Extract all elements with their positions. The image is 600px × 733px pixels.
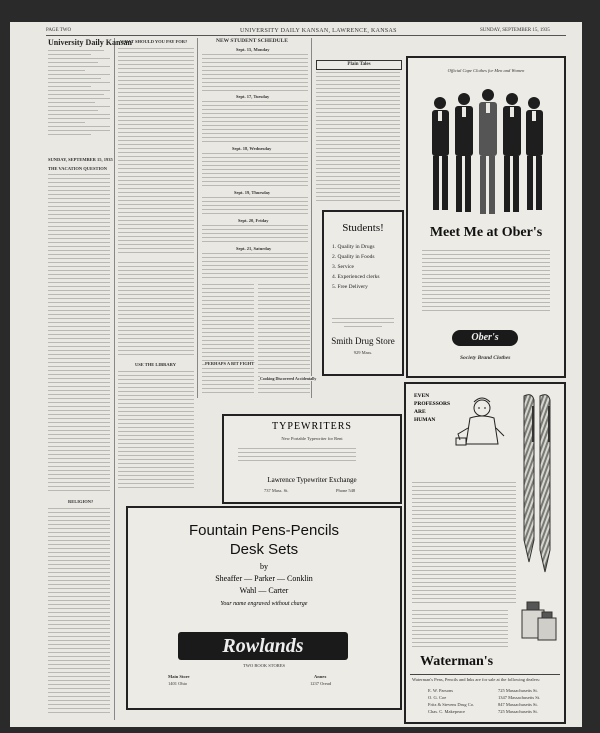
schedule-text bbox=[202, 225, 308, 245]
typewriters-phone: Phone 548 bbox=[336, 488, 356, 493]
rowlands-sub: TWO BOOK STORES bbox=[243, 663, 285, 668]
schedule-day: Sept. 15, Monday bbox=[236, 47, 270, 52]
schedule-text bbox=[202, 101, 308, 145]
obers-ad bbox=[406, 56, 566, 378]
schedule-text bbox=[202, 197, 308, 217]
editorial-headline: THE VACATION QUESTION bbox=[48, 166, 108, 171]
typewriters-sub: New Portable Typewriter for Rent bbox=[281, 436, 343, 441]
schedule-text bbox=[202, 153, 308, 189]
dealer-address: 847 Massachusetts St. bbox=[498, 702, 538, 707]
rowlands-tagline: Your name engraved without charge bbox=[220, 601, 308, 607]
schedule-text bbox=[202, 54, 308, 94]
waterman-copy bbox=[412, 482, 516, 606]
column-rule bbox=[197, 38, 198, 398]
typewriters-ad bbox=[222, 414, 402, 504]
obers-tagline: Official Cape Clothes for Men and Women bbox=[447, 68, 525, 73]
smith-item: 2. Quality in Foods bbox=[332, 254, 375, 260]
newspaper-page bbox=[10, 22, 582, 727]
obers-copy bbox=[422, 250, 550, 320]
schedule-title: NEW STUDENT SCHEDULE bbox=[216, 38, 288, 44]
typewriters-title: TYPEWRITERS bbox=[272, 421, 352, 432]
column-rule bbox=[311, 38, 312, 398]
pay-text bbox=[118, 48, 194, 258]
column-rule bbox=[114, 38, 115, 720]
page-number: PAGE TWO bbox=[46, 28, 72, 33]
rowlands-store1: Main Store bbox=[168, 674, 190, 679]
smith-store-name: Smith Drug Store bbox=[331, 336, 395, 346]
ink-bottle-icon bbox=[518, 598, 558, 642]
smith-item: 1. Quality in Drugs bbox=[332, 244, 375, 250]
rowlands-store1-address: 1401 Ohio bbox=[168, 681, 188, 686]
rowlands-logo: Rowlands bbox=[178, 632, 348, 660]
obers-footer: Society Brand Clothes bbox=[460, 355, 511, 361]
cooking-headline: Cooking Discovered Accidentally bbox=[260, 376, 317, 381]
rowlands-brands-2: Wahl — Carter bbox=[239, 586, 289, 595]
library-text bbox=[118, 371, 194, 491]
waterman-copy-2 bbox=[412, 610, 508, 650]
rowlands-by: by bbox=[260, 562, 268, 571]
masthead-title: UNIVERSITY DAILY KANSAN, LAWRENCE, KANSAS bbox=[240, 28, 397, 34]
schedule-day: Sept. 19, Thursday bbox=[234, 190, 271, 195]
masthead-rule bbox=[46, 35, 566, 36]
professor-illustration bbox=[452, 394, 512, 456]
dealer-address: 725 Massachusetts St. bbox=[498, 709, 538, 714]
schedule-day: Sept. 20, Friday bbox=[238, 218, 269, 223]
library-headline: USE THE LIBRARY bbox=[135, 362, 177, 367]
rowlands-store2-address: 1237 Oread bbox=[310, 681, 332, 686]
dealer-name: Fritz & Stevens Drug Co. bbox=[428, 702, 475, 707]
article-text bbox=[202, 284, 254, 396]
waterman-dealers-intro: Waterman's Pens, Pencils and Inks are for sale at the following dealers: bbox=[412, 677, 541, 682]
dealer-name: E. W. Parsons bbox=[428, 688, 454, 693]
obers-headline: Meet Me at Ober's bbox=[429, 225, 543, 240]
waterman-headline bbox=[414, 392, 450, 424]
pay-text-2 bbox=[118, 262, 194, 358]
editorial-date: SUNDAY, SEPTEMBER 15, 1935 bbox=[48, 157, 113, 162]
masthead-date: SUNDAY, SEPTEMBER 15, 1935 bbox=[480, 28, 550, 33]
religion-text bbox=[48, 508, 110, 720]
men-illustration bbox=[408, 73, 564, 223]
waterman-headline-line: EVEN bbox=[414, 393, 430, 399]
dealer-address: 725 Massachusetts St. bbox=[498, 688, 538, 693]
obers-logo: Ober's bbox=[452, 330, 518, 346]
waterman-headline-line: HUMAN bbox=[414, 417, 436, 423]
waterman-logo: Waterman's bbox=[420, 654, 494, 669]
smith-item: 4. Experienced clerks bbox=[332, 274, 380, 280]
rowlands-headline-2: Desk Sets bbox=[229, 541, 299, 558]
dealer-name: O. G. Coe bbox=[428, 695, 447, 700]
smith-ad bbox=[322, 210, 404, 376]
schedule-day: Sept. 21, Saturday bbox=[236, 246, 272, 251]
rowlands-ad bbox=[126, 506, 402, 710]
waterman-ad bbox=[404, 382, 566, 724]
plain-tales-title: Plain Tales bbox=[347, 62, 371, 67]
pen-pencil-illustration bbox=[518, 392, 558, 580]
dealer-name: Chas. C. Makepeace bbox=[428, 709, 465, 714]
pay-headline: WHAT SHOULD YOU PAY FOR? bbox=[120, 39, 188, 44]
smith-headline: Students! bbox=[342, 222, 384, 234]
waterman-rule bbox=[410, 674, 560, 675]
staff-box bbox=[48, 50, 110, 138]
rowlands-store2: Annex bbox=[314, 674, 327, 679]
waterman-headline-line: PROFESSORS bbox=[414, 401, 451, 407]
waterman-headline-line: ARE bbox=[414, 409, 426, 415]
typewriters-company: Lawrence Typewriter Exchange bbox=[267, 476, 357, 484]
plain-tales-box bbox=[316, 60, 402, 70]
rowlands-brands: Sheaffer — Parker — Conklin bbox=[215, 574, 313, 583]
schedule-text bbox=[202, 253, 308, 281]
fight-headline: PERHAPS A BIT FIGHT bbox=[205, 361, 255, 366]
religion-headline: RELIGION? bbox=[68, 499, 94, 504]
schedule-day: Sept. 17, Tuesday bbox=[236, 94, 270, 99]
rowlands-headline: Fountain Pens-Pencils bbox=[188, 522, 340, 539]
plain-tales-text bbox=[316, 72, 400, 207]
schedule-day: Sept. 18, Wednesday bbox=[232, 146, 272, 151]
typewriters-list bbox=[238, 448, 386, 468]
kansan-logo: University Daily Kansan bbox=[48, 38, 133, 47]
typewriters-address: 737 Mass. St. bbox=[264, 488, 289, 493]
dealer-address: 1347 Massachusetts St. bbox=[498, 695, 541, 700]
smith-item: 5. Free Delivery bbox=[332, 284, 368, 290]
editorial-text bbox=[48, 174, 110, 494]
smith-item: 3. Service bbox=[332, 264, 354, 270]
smith-copy bbox=[332, 318, 394, 332]
smith-address: 929 Mass. bbox=[353, 350, 373, 355]
